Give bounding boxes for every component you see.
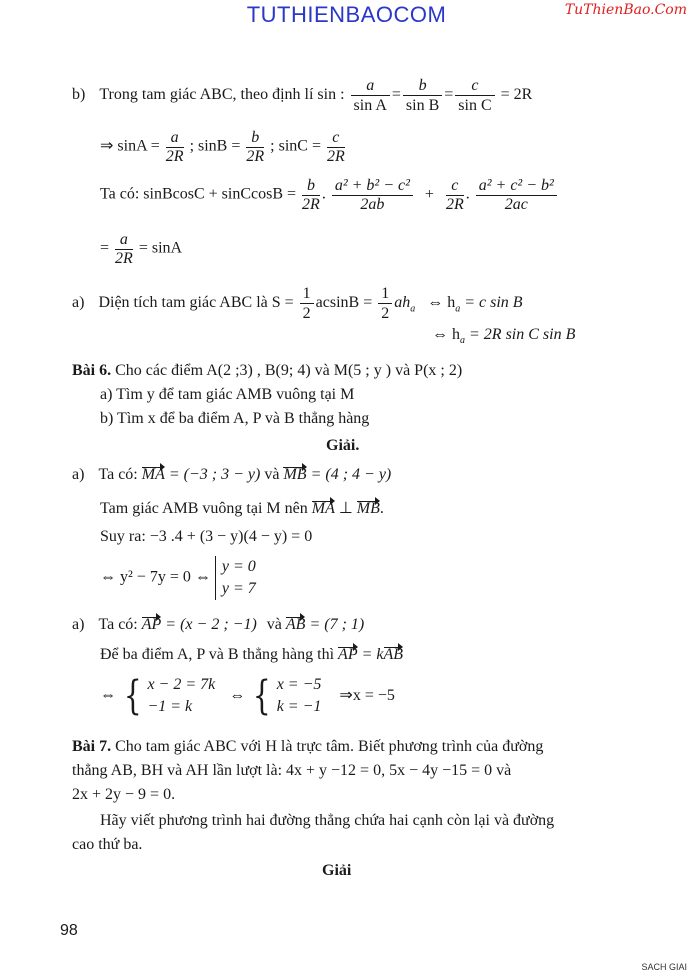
bai7-line-5: cao thứ ba. [72, 836, 143, 853]
line-collinear: Để ba điểm A, P và B thẳng hàng thì AP = kAB [100, 646, 404, 663]
bai6-question-b: b) Tìm x để ba điểm A, P và B thẳng hàng [100, 410, 370, 427]
line-perpendicular: Tam giác AMB vuông tại M nên MA ⊥ MB. [100, 500, 384, 517]
law-of-sines-text: Trong tam giác ABC, theo định lí sin : [99, 86, 345, 104]
line-suy-ra: Suy ra: −3 .4 + (3 − y)(4 − y) = 0 [100, 528, 313, 545]
frac-c-sinC: $\frac{c}{\text{sin C}}$ [455, 76, 494, 115]
line-law-of-sines: b) Trong tam giác ABC, theo định lí sin : $\frac{a}{\text{sin A}}$ = $\frac{b}{\text{sin B}}$ = $\frac{c}{\text{sin C}}$ = 2R [72, 77, 533, 114]
line-quadratic: ⇔ y² − 7y = 0 ⇔ y = 0 y = 7 [100, 556, 256, 600]
label-b: b) [72, 86, 86, 104]
footer-brand: SACH GIAI [641, 962, 687, 972]
bai7-line-4: Hãy viết phương trình hai đường thẳng chứa hai cạnh còn lại và đường [100, 812, 555, 829]
line-vectors-MA-MB: a) Ta có: MA = (−3 ; 3 − y) và MB = (4 ; 4 − y) [72, 466, 392, 483]
site-logo: TuThienBao.Com [564, 2, 687, 18]
bai7-line-3: 2x + 2y − 9 = 0. [72, 786, 176, 803]
bai6-question-a: a) Tìm y để tam giác AMB vuông tại M [100, 386, 355, 403]
bai7-line-2: thẳng AB, BH và AH lần lượt là: 4x + y −12 = 0, 5x − 4y −15 = 0 và [72, 762, 512, 779]
page-number: 98 [60, 922, 78, 939]
line-ha-result: ⇔ $h_a = 2R$ sin C sin B [432, 326, 576, 347]
bai6-statement: Bài 6. Cho các điểm A(2 ;3) , B(9; 4) và M(5 ; y ) và P(x ; 2) [72, 362, 463, 379]
line-sin-values: ⇒ sinA = $\frac{a}{2R}$ ; sinB = $\frac{b}{2R}$ ; sinC = $\frac{c}{2R}$ [100, 129, 345, 165]
frac-b-sinB: $\frac{b}{\text{sin B}}$ [403, 76, 442, 115]
solution-heading-1: Giải. [326, 437, 360, 454]
line-sum-expression: Ta có: sinBcosC + sinCcosB = $\frac{b}{2R}$ . $\frac{\text{a² + b² − c²}}{2ab}$ + $\frac{c}{2R}$ . $\frac{\text{a² + c² − b²}}{2ac}$ [100, 176, 559, 214]
line-system: ⇔ { x − 2 = 7k −1 = k ⇔ { x = −5 k = −1 ⇒x = −5 [100, 673, 395, 719]
bai7-line-1: Bài 7. Cho tam giác ABC với H là trực tâm. Biết phương trình của đường [72, 738, 544, 755]
line-equals-sinA: = $\frac{a}{2R} = \sin A$ [100, 231, 183, 267]
solution-heading-2: Giải [322, 862, 352, 879]
site-header: TUTHIENBAOCOM [246, 2, 447, 27]
line-area: a) Diện tích tam giác ABC là S = $\frac{1}{2}$ acsinB = $\frac{1}{2}$ $ah_a$ ⇔ $h_a = c$ sin B [72, 285, 523, 322]
line-vectors-AP-AB: a) Ta có: AP = (x − 2 ; −1) và AB = (7 ; 1) [72, 616, 365, 633]
frac-a-sinA: $\frac{a}{\text{sin A}}$ [351, 76, 390, 115]
